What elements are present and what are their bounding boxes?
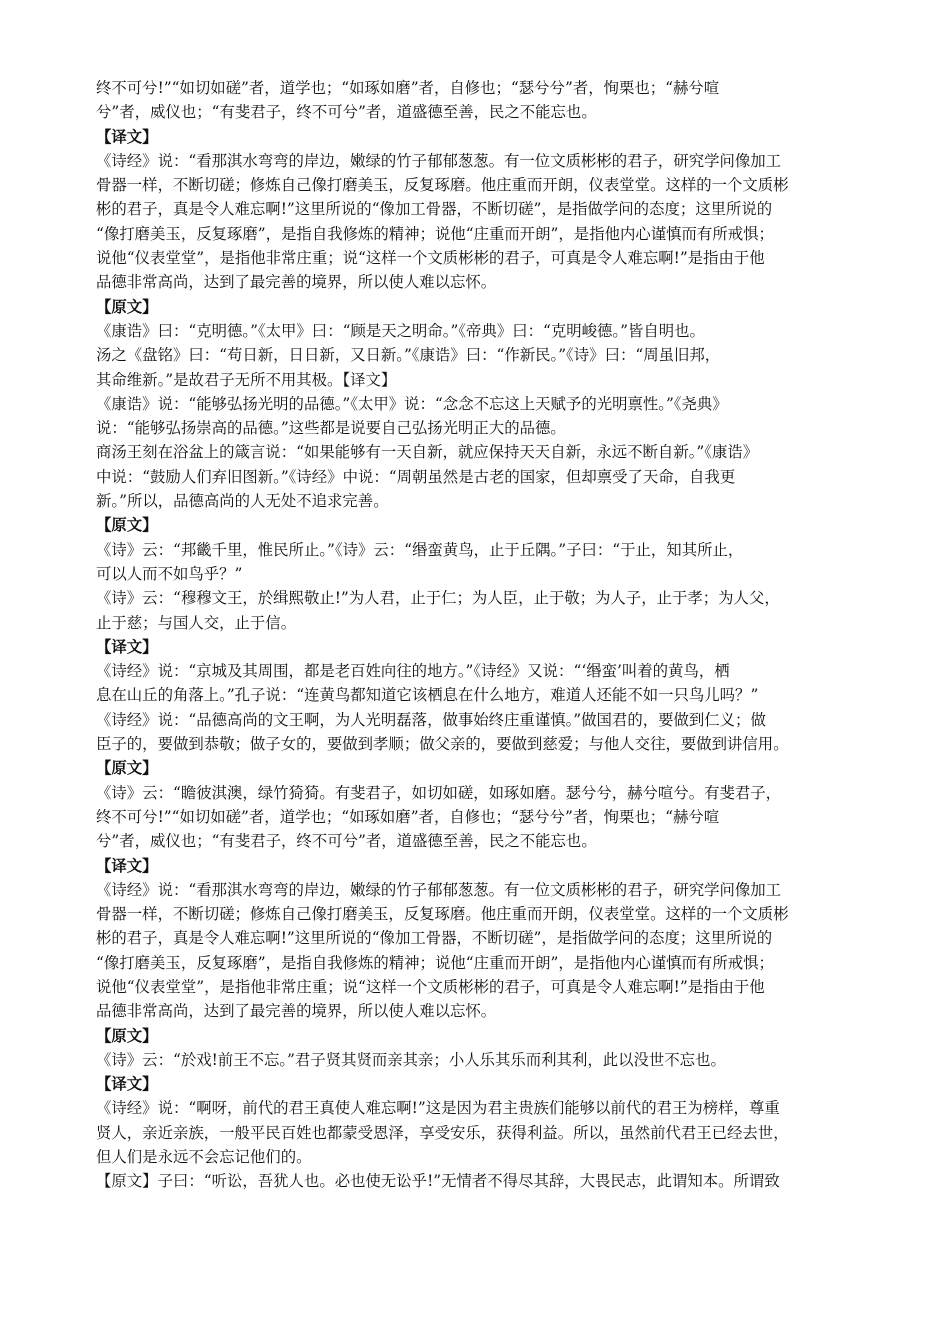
text-line: 《诗》云：“於戏!前王不忘。”君子贤其贤而亲其亲；小人乐其乐而利其利，此以没世不忘也。 xyxy=(96,1050,726,1069)
text-line: 但人们是永远不会忘记他们的。 xyxy=(96,1148,312,1167)
text-line: 骨器一样，不断切磋；修炼自己像打磨美玉，反复琢磨。他庄重而开朗，仪表堂堂。这样的一个文质彬 xyxy=(96,905,789,924)
text-line: 彬的君子，真是令人难忘啊!”这里所说的“像加工骨器，不断切磋”，是指做学问的态度；这里所说的 xyxy=(96,200,773,219)
text-line: 彬的君子，真是令人难忘啊!”这里所说的“像加工骨器，不断切磋”，是指做学问的态度；这里所说的 xyxy=(96,929,773,948)
text-line: 终不可兮!”“如切如磋”者，道学也；“如琢如磨”者，自修也；“瑟兮兮”者，恂栗也；“赫兮喧 xyxy=(96,807,720,826)
section-heading: 【原文】 xyxy=(96,1026,158,1045)
text-line: 商汤王刻在浴盆上的箴言说：“如果能够有一天自新，就应保持天天自新，永远不断自新。”《康诰》 xyxy=(96,443,759,462)
text-line: 贤人，亲近亲族，一般平民百姓也都蒙受恩泽，享受安乐，获得利益。所以，虽然前代君王已经去世， xyxy=(96,1123,789,1142)
section-heading: 【原文】 xyxy=(96,759,158,778)
text-line: 兮”者，威仪也；“有斐君子，终不可兮”者，道盛德至善，民之不能忘也。 xyxy=(96,832,597,851)
text-line: 说他“仪表堂堂”，是指他非常庄重；说“这样一个文质彬彬的君子，可真是令人难忘啊!”是指由于他 xyxy=(96,977,765,996)
section-heading: 【译文】 xyxy=(96,856,158,875)
section-heading: 【译文】 xyxy=(96,1075,158,1094)
text-line: 汤之《盘铭》曰：“苟日新，日日新，又日新。”《康诰》曰：“作新民。”《诗》曰：“周虽旧邦， xyxy=(96,346,721,365)
text-line: 息在山丘的角落上。”孔子说：“连黄鸟都知道它该栖息在什么地方，难道人还能不如一只鸟儿吗？” xyxy=(96,686,759,705)
text-line: 品德非常高尚，达到了最完善的境界，所以使人难以忘怀。 xyxy=(96,1002,497,1021)
text-line: 新。”所以，品德高尚的人无处不追求完善。 xyxy=(96,492,389,511)
section-heading: 【原文】 xyxy=(96,297,158,316)
section-heading: 【译文】 xyxy=(96,637,158,656)
text-line: 《诗经》说：“品德高尚的文王啊，为人光明磊落，做事始终庄重谨慎。”做国君的，要做到仁义；做 xyxy=(96,710,766,729)
text-line: 【原文】子曰：“听讼，吾犹人也。必也使无讼乎!”无情者不得尽其辞，大畏民志，此谓知本。所谓致 xyxy=(96,1172,780,1191)
text-line: 止于慈；与国人交，止于信。 xyxy=(96,613,297,632)
text-line: 《诗经》说：“啊呀，前代的君王真使人难忘啊!”这是因为君主贵族们能够以前代的君王为榜样，尊重 xyxy=(96,1099,780,1118)
text-line: 骨器一样，不断切磋；修炼自己像打磨美玉，反复琢磨。他庄重而开朗，仪表堂堂。这样的一个文质彬 xyxy=(96,176,789,195)
text-line: 《康诰》曰：“克明德。”《太甲》曰：“顾是天之明命。”《帝典》曰：“克明峻德。”皆自明也。 xyxy=(96,321,705,340)
section-heading: 【原文】 xyxy=(96,516,158,535)
text-line: 中说：“鼓励人们弃旧图新。”《诗经》中说：“周朝虽然是古老的国家，但却禀受了天命，自我更 xyxy=(96,467,736,486)
text-line: “像打磨美玉，反复琢磨”，是指自我修炼的精神；说他“庄重而开朗”，是指他内心谨慎而有所戒惧； xyxy=(96,224,774,243)
text-line: 《诗》云：“邦畿千里，惟民所止。”《诗》云：“缗蛮黄鸟，止于丘隅。”子曰：“于止，知其所止， xyxy=(96,540,744,559)
text-line: 说他“仪表堂堂”，是指他非常庄重；说“这样一个文质彬彬的君子，可真是令人难忘啊!”是指由于他 xyxy=(96,249,765,268)
text-line: 《诗经》说：“看那淇水弯弯的岸边，嫩绿的竹子郁郁葱葱。有一位文质彬彬的君子，研究学问像加工 xyxy=(96,880,782,899)
text-line: 臣子的，要做到恭敬；做子女的，要做到孝顺；做父亲的，要做到慈爱；与他人交往，要做到讲信用。 xyxy=(96,735,789,754)
text-line: 《诗经》说：“京城及其周围，都是老百姓向往的地方。”《诗经》又说：“‘缗蛮’叫着的黄鸟，栖 xyxy=(96,662,730,681)
text-line: 兮”者，威仪也；“有斐君子，终不可兮”者，道盛德至善，民之不能忘也。 xyxy=(96,103,597,122)
text-line: 《诗》云：“瞻彼淇澳，绿竹猗猗。有斐君子，如切如磋，如琢如磨。瑟兮兮，赫兮喧兮。有斐君子， xyxy=(96,783,782,802)
section-heading: 【译文】 xyxy=(96,127,158,146)
text-line: 《诗》云：“穆穆文王，於缉熙敬止!”为人君，止于仁；为人臣，止于敬；为人子，止于孝；为人父， xyxy=(96,589,780,608)
text-line: 其命维新。”是故君子无所不用其极。【译文】 xyxy=(96,370,397,389)
text-line: 《诗经》说：“看那淇水弯弯的岸边，嫩绿的竹子郁郁葱葱。有一位文质彬彬的君子，研究学问像加工 xyxy=(96,151,782,170)
text-line: 可以人而不如鸟乎？” xyxy=(96,564,243,583)
text-line: 终不可兮!”“如切如磋”者，道学也；“如琢如磨”者，自修也；“瑟兮兮”者，恂栗也；“赫兮喧 xyxy=(96,79,720,97)
text-line: “像打磨美玉，反复琢磨”，是指自我修炼的精神；说他“庄重而开朗”，是指他内心谨慎而有所戒惧； xyxy=(96,953,774,972)
text-line: 《康诰》说：“能够弘扬光明的品德。”《太甲》说：“念念不忘这上天赋予的光明禀性。”《尧典》 xyxy=(96,394,728,413)
text-line: 说：“能够弘扬崇高的品德。”这些都是说要自己弘扬光明正大的品德。 xyxy=(96,419,566,438)
document-body xyxy=(96,76,886,1194)
text-line: 品德非常高尚，达到了最完善的境界，所以使人难以忘怀。 xyxy=(96,273,497,292)
